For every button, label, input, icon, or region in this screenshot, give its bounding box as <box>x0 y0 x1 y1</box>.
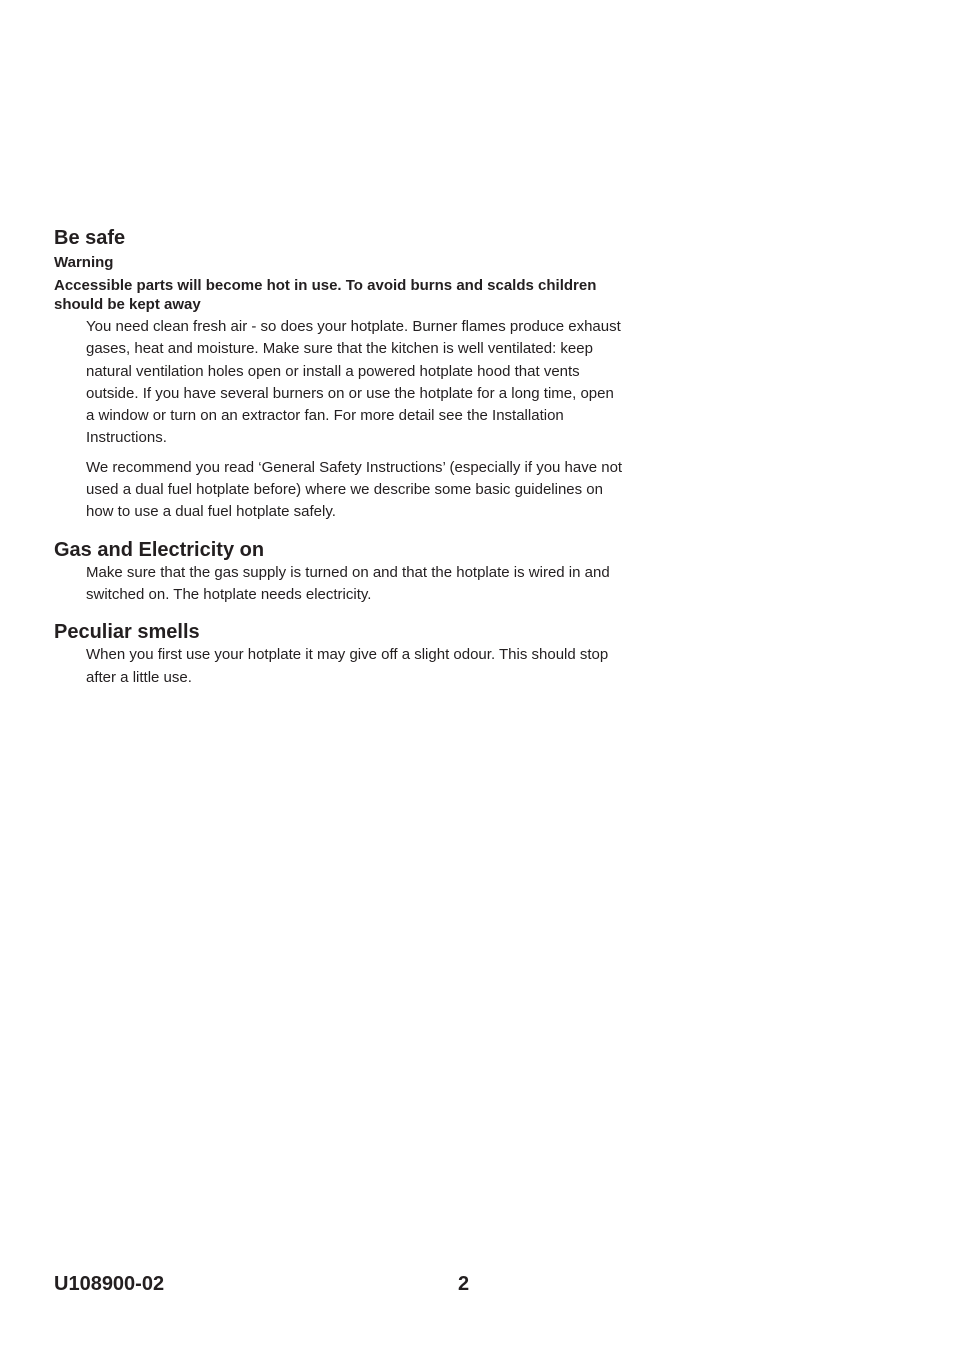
safety-recommendation-paragraph: We recommend you read ‘General Safety Instructions’ (especially if you have not used a dual fuel hotplate before) where we describe some basic guidelines on how to use a dual fuel hotplate safely. <box>86 458 623 521</box>
peculiar-smells-section <box>54 620 634 689</box>
page-number: 2 <box>458 1273 470 1295</box>
peculiar-smells-paragraph: When you first use your hotplate it may give off a slight odour. This should stop after a little use. <box>86 646 609 686</box>
be-safe-section <box>54 226 634 524</box>
gas-electricity-section <box>54 538 634 607</box>
be-safe-heading: Be safe <box>54 227 126 249</box>
page-content <box>54 226 634 689</box>
gas-electricity-heading: Gas and Electricity on <box>54 538 265 561</box>
gas-electricity-paragraph: Make sure that the gas supply is turned on and that the hotplate is wired in and switched on. The hotplate needs electricity. <box>86 563 610 603</box>
peculiar-smells-heading: Peculiar smells <box>54 621 200 644</box>
warning-text: Accessible parts will become hot in use. To avoid burns and scalds children should be kept away <box>54 277 597 313</box>
document-code: U108900-02 <box>54 1273 165 1295</box>
warning-label: Warning <box>54 254 114 271</box>
fresh-air-paragraph: You need clean fresh air - so does your hotplate. Burner flames produce exhaust gases, heat and moisture. Make sure that the kitchen is well ventilated: keep natural ventilation holes open or install a powered hotplate hood that vents outside. If you have several burners on or use the hotplate for a long time, open a window or turn on an extractor fan. For more detail see the Installation Instructions. <box>86 318 621 447</box>
